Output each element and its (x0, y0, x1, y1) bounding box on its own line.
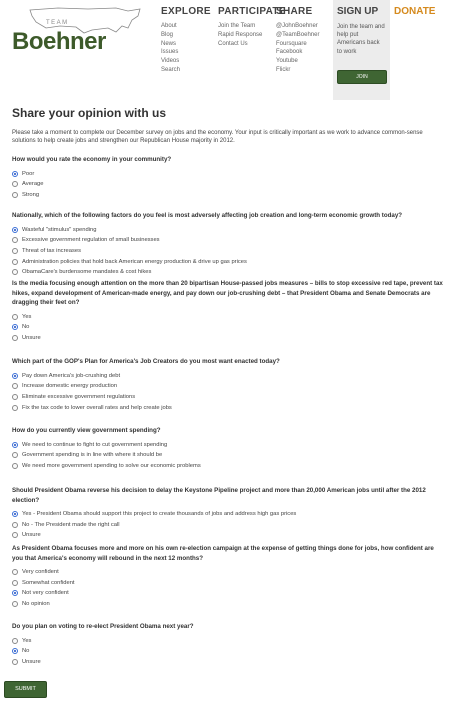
answer-option[interactable] (12, 333, 446, 344)
answer-option[interactable] (12, 646, 446, 657)
question-text: Should President Obama reverse his decision to delay the Keystone Pipeline project and more than 20,000 American jobs until after the 2012 election? (12, 487, 426, 504)
radio-button[interactable] (12, 659, 18, 665)
radio-button[interactable] (12, 532, 18, 538)
answer-option[interactable] (12, 461, 446, 472)
radio-button[interactable] (12, 314, 18, 320)
option-label[interactable]: Not very confident (22, 590, 69, 597)
radio-button[interactable] (12, 237, 18, 243)
radio-button[interactable] (12, 569, 18, 575)
answer-option[interactable] (12, 440, 446, 451)
answer-option[interactable] (12, 190, 446, 201)
share-link-flickr[interactable]: Flickr (276, 66, 291, 73)
option-label[interactable]: Very confident (22, 569, 59, 576)
radio-button[interactable] (12, 522, 18, 528)
option-label[interactable]: Excessive government regulation of small businesses (22, 237, 160, 244)
nav-link-blog[interactable]: Blog (161, 31, 174, 38)
option-label[interactable]: Eliminate excessive government regulations (22, 393, 136, 400)
answer-option[interactable] (12, 246, 446, 257)
radio-button[interactable] (12, 452, 18, 458)
question-text: As President Obama focuses more and more on his own re-election campaign at the expense of getting things done for jobs, how confident are you that America's economy will rebound in the next 12 months? (12, 545, 434, 562)
option-label[interactable]: Somewhat confident (22, 579, 75, 586)
question-text: Is the media focusing enough attention on the more than 20 bipartisan House-passed jobs measures – bills to stop excessive red tape, prevent tax hikes, expand development of American-made energy, and pay down our job-crushing debt – that President Obama and Senate Democrats are dragging their feet on? (12, 280, 443, 306)
answer-option[interactable] (12, 381, 446, 392)
intro-text: Please take a moment to complete our December survey on jobs and the economy. Your input is critically important as we work to advance common-sense solutions to help create jobs and strengthen our Republican House majority in 2012. (12, 130, 423, 144)
radio-button[interactable] (12, 269, 18, 275)
join-button[interactable]: JOIN (337, 70, 387, 84)
share-link-teamboehner[interactable]: @TeamBoehner (276, 31, 320, 38)
logo-name-text: Boehner (12, 28, 106, 55)
option-label[interactable]: Government spending is in line with where it should be (22, 452, 163, 459)
option-label[interactable]: No - The President made the right call (22, 521, 120, 528)
question-text: Which part of the GOP's Plan for America's Job Creators do you most want enacted today? (12, 358, 280, 365)
option-label[interactable]: Threat of tax increases (22, 247, 81, 254)
nav-link-search[interactable]: Search (161, 66, 181, 73)
answer-option[interactable] (12, 567, 446, 578)
nav-link-news[interactable]: News (161, 40, 177, 47)
radio-button[interactable] (12, 181, 18, 187)
option-label[interactable]: No (22, 648, 30, 655)
radio-button[interactable] (12, 463, 18, 469)
option-label[interactable]: Increase domestic energy production (22, 383, 118, 390)
option-label[interactable]: No (22, 324, 30, 331)
signup-text: Join the team and help put Americans back to work (337, 24, 385, 55)
answer-option[interactable] (12, 179, 446, 190)
answer-option[interactable] (12, 235, 446, 246)
radio-button[interactable] (12, 511, 18, 517)
signup-title: SIGN UP (337, 6, 379, 17)
answer-option[interactable] (12, 371, 446, 382)
option-label[interactable]: Pay down America's job-crushing debt (22, 372, 121, 379)
radio-button[interactable] (12, 335, 18, 341)
option-label[interactable]: Yes - President Obama should support this project to create thousands of jobs and address high gas prices (22, 511, 297, 518)
option-label[interactable]: Average (22, 181, 44, 188)
answer-option[interactable] (12, 530, 446, 541)
option-label[interactable]: No opinion (22, 601, 50, 608)
radio-button[interactable] (12, 373, 18, 379)
radio-button[interactable] (12, 601, 18, 607)
radio-button[interactable] (12, 171, 18, 177)
donate-link[interactable]: DONATE (394, 6, 436, 17)
nav-explore-title[interactable]: EXPLORE (161, 6, 211, 17)
option-label[interactable]: Yes (22, 637, 32, 644)
option-label[interactable]: Strong (22, 191, 40, 198)
signup-box (333, 0, 390, 100)
radio-button[interactable] (12, 580, 18, 586)
survey-question (12, 155, 446, 200)
answer-option[interactable] (12, 225, 446, 236)
answer-option[interactable] (12, 599, 446, 610)
option-label[interactable]: Yes (22, 313, 32, 320)
option-label[interactable]: Unsure (22, 532, 41, 539)
option-label[interactable]: We need more government spending to solve our economic problems (22, 462, 201, 469)
answer-option[interactable] (12, 450, 446, 461)
answer-option[interactable] (12, 657, 446, 668)
answer-option[interactable] (12, 520, 446, 531)
nav-share-title[interactable]: SHARE (276, 6, 313, 17)
team-boehner-logo[interactable] (10, 6, 140, 56)
radio-button[interactable] (12, 192, 18, 198)
radio-button[interactable] (12, 227, 18, 233)
answer-option[interactable] (12, 392, 446, 403)
nav-link-about[interactable]: About (161, 23, 177, 29)
survey-question (12, 279, 446, 343)
radio-button[interactable] (12, 259, 18, 265)
site-header (0, 0, 450, 100)
share-link-youtube[interactable]: Youtube (276, 58, 298, 65)
question-text: Nationally, which of the following factors do you feel is most adversely affecting job creation and long-term economic growth today? (12, 212, 403, 219)
option-label[interactable]: Fix the tax code to lower overall rates and help create jobs (22, 404, 172, 411)
answer-option[interactable] (12, 578, 446, 589)
survey-question (12, 486, 446, 541)
survey-question (12, 426, 446, 471)
radio-button[interactable] (12, 590, 18, 596)
nav-participate-title[interactable]: PARTICIPATE (218, 6, 286, 17)
nav-link-contact[interactable]: Contact Us (218, 40, 248, 47)
nav-link-videos[interactable]: Videos (161, 58, 180, 65)
question-text: Do you plan on voting to re-elect President Obama next year? (12, 623, 194, 630)
share-link-foursquare[interactable]: Foursquare (276, 40, 307, 47)
nav-explore (161, 6, 211, 75)
answer-option[interactable] (12, 322, 446, 333)
nav-link-issues[interactable]: Issues (161, 49, 179, 56)
survey-question (12, 622, 446, 667)
option-label[interactable]: We need to continue to fight to cut government spending (22, 441, 168, 448)
radio-button[interactable] (12, 383, 18, 389)
nav-link-join-team[interactable]: Join the Team (218, 23, 256, 29)
answer-option[interactable] (12, 636, 446, 647)
answer-option[interactable] (12, 588, 446, 599)
radio-button[interactable] (12, 648, 18, 654)
radio-button[interactable] (12, 394, 18, 400)
survey-question (12, 357, 446, 413)
answer-option[interactable] (12, 169, 446, 180)
radio-button[interactable] (12, 638, 18, 644)
radio-button[interactable] (12, 405, 18, 411)
survey-question (12, 544, 446, 609)
option-label[interactable]: Unsure (22, 334, 41, 341)
nav-link-rapid-response[interactable]: Rapid Response (218, 31, 263, 38)
radio-button[interactable] (12, 324, 18, 330)
page-title: Share your opinion with us (12, 106, 167, 120)
radio-button[interactable] (12, 442, 18, 448)
option-label[interactable]: Administration policies that hold back American energy production & drive up gas prices (22, 258, 247, 265)
nav-share (276, 6, 319, 75)
logo-team-text: TEAM (46, 20, 69, 26)
submit-button[interactable]: SUBMIT (4, 681, 47, 698)
survey-question (12, 211, 446, 277)
radio-button[interactable] (12, 248, 18, 254)
answer-option[interactable] (12, 256, 446, 267)
share-link-facebook[interactable]: Facebook (276, 49, 303, 56)
share-link-johnboehner[interactable]: @JohnBoehner (276, 23, 318, 29)
question-text: How would you rate the economy in your community? (12, 156, 172, 163)
answer-option[interactable] (12, 312, 446, 323)
question-text: How do you currently view government spending? (12, 427, 161, 434)
answer-option[interactable] (12, 267, 446, 278)
option-label[interactable]: Poor (22, 170, 35, 177)
option-label[interactable]: ObamaCare's burdensome mandates & cost hikes (22, 269, 152, 276)
option-label[interactable]: Unsure (22, 658, 41, 665)
answer-option[interactable] (12, 509, 446, 520)
option-label[interactable]: Wasteful "stimulus" spending (22, 226, 97, 233)
answer-option[interactable] (12, 402, 446, 413)
